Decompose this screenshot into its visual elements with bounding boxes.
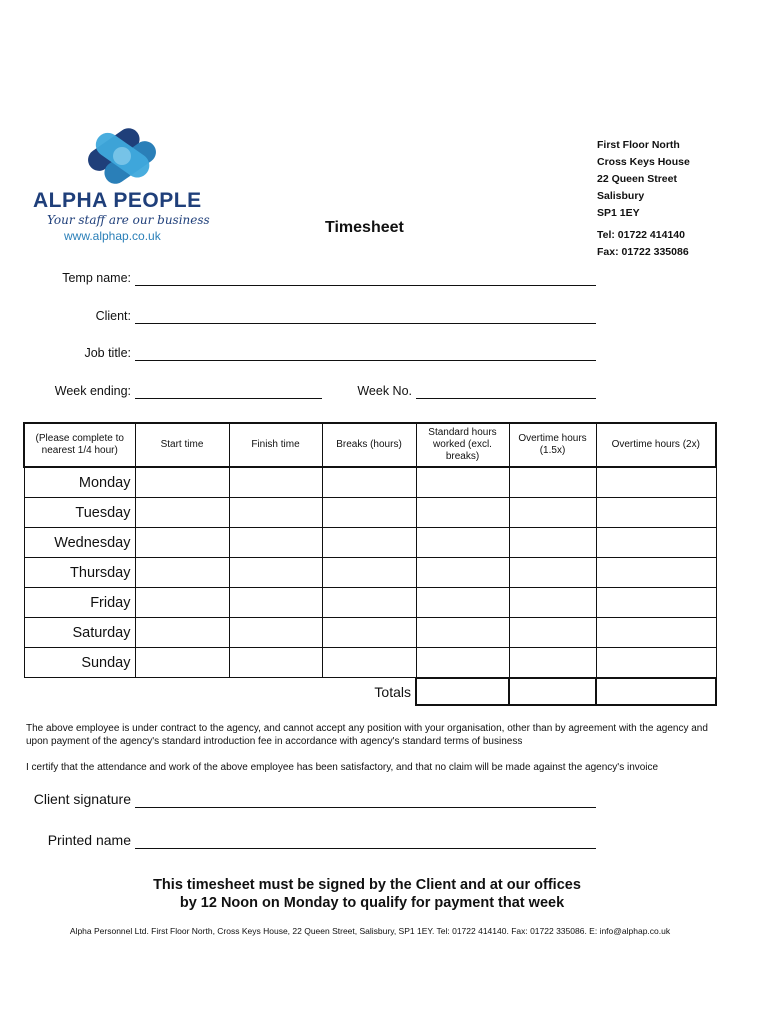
- fax: Fax: 01722 335086: [597, 246, 689, 258]
- notice-line-1: This timesheet must be signed by the Client and at our offices: [153, 877, 581, 893]
- start-time-cell[interactable]: [135, 618, 229, 648]
- client-label: Client:: [95, 309, 131, 323]
- week-no-label: Week No.: [357, 384, 412, 398]
- column-header: Start time: [135, 423, 229, 467]
- notice-line-2: by 12 Noon on Monday to qualify for payment that week: [179, 895, 565, 911]
- telephone: Tel: 01722 414140: [597, 229, 685, 241]
- overtime-2x-cell[interactable]: [596, 618, 716, 648]
- footer-contact: Alpha Personnel Ltd. First Floor North, Cross Keys House, 22 Queen Street, Salisbury, SP1 1EY. Tel: 01722 414140. Fax: 01722 335086. E: info@alphap.co.uk: [69, 926, 671, 936]
- overtime-2x-cell[interactable]: [596, 498, 716, 528]
- breaks-cell[interactable]: [322, 618, 416, 648]
- office-address: [597, 137, 690, 261]
- breaks-cell[interactable]: [322, 648, 416, 678]
- day-label: Sunday: [24, 648, 135, 678]
- start-time-cell[interactable]: [135, 467, 229, 498]
- overtime-1-5x-cell[interactable]: [509, 528, 596, 558]
- job-title-field[interactable]: [135, 360, 596, 361]
- breaks-cell[interactable]: [322, 467, 416, 498]
- brand-website: www.alphap.co.uk: [64, 229, 161, 243]
- overtime-2x-cell[interactable]: [596, 648, 716, 678]
- standard-hours-cell[interactable]: [416, 558, 509, 588]
- start-time-cell[interactable]: [135, 648, 229, 678]
- company-logo: [30, 125, 220, 250]
- totals-row: [24, 678, 716, 706]
- start-time-cell[interactable]: [135, 558, 229, 588]
- address-line: Salisbury: [597, 190, 645, 202]
- table-row: [24, 558, 716, 588]
- printed-name-field[interactable]: [135, 848, 596, 849]
- total-standard-hours-cell[interactable]: [416, 678, 509, 706]
- breaks-cell[interactable]: [322, 588, 416, 618]
- total-overtime-1-5x-cell[interactable]: [509, 678, 596, 706]
- standard-hours-cell[interactable]: [416, 588, 509, 618]
- breaks-cell[interactable]: [322, 498, 416, 528]
- overtime-2x-cell[interactable]: [596, 558, 716, 588]
- breaks-cell[interactable]: [322, 528, 416, 558]
- column-header: Breaks (hours): [322, 423, 416, 467]
- table-row: [24, 588, 716, 618]
- column-header: Overtime hours (1.5x): [509, 423, 596, 467]
- address-line: First Floor North: [597, 139, 680, 151]
- contract-statement: The above employee is under contract to the agency, and cannot accept any position with your organisation, other than by agreement with the agency and upon payment of the agency's standard introduction fee in accordance with agency's standard terms of business: [26, 723, 708, 747]
- column-header: Finish time: [229, 423, 322, 467]
- breaks-cell[interactable]: [322, 558, 416, 588]
- job-title-label: Job title:: [84, 346, 131, 360]
- table-row: [24, 498, 716, 528]
- timesheet-table: [23, 422, 717, 706]
- table-row: [24, 648, 716, 678]
- certify-statement: I certify that the attendance and work of the above employee has been satisfactory, and that no claim will be made against the agency's invoice: [26, 762, 659, 773]
- overtime-2x-cell[interactable]: [596, 588, 716, 618]
- finish-time-cell[interactable]: [229, 558, 322, 588]
- finish-time-cell[interactable]: [229, 498, 322, 528]
- overtime-1-5x-cell[interactable]: [509, 498, 596, 528]
- address-line: SP1 1EY: [597, 207, 640, 219]
- standard-hours-cell[interactable]: [416, 528, 509, 558]
- table-header-row: [24, 423, 716, 467]
- table-row: [24, 467, 716, 498]
- logo-mark-icon: [82, 125, 162, 187]
- overtime-1-5x-cell[interactable]: [509, 618, 596, 648]
- finish-time-cell[interactable]: [229, 648, 322, 678]
- standard-hours-cell[interactable]: [416, 498, 509, 528]
- address-line: Cross Keys House: [597, 156, 690, 168]
- brand-name: ALPHA PEOPLE: [33, 189, 202, 212]
- page-title: Timesheet: [325, 219, 404, 236]
- brand-tagline: Your staff are our business: [47, 213, 210, 227]
- standard-hours-cell[interactable]: [416, 618, 509, 648]
- column-header: (Please complete to nearest 1/4 hour): [24, 423, 135, 467]
- day-label: Wednesday: [24, 528, 135, 558]
- overtime-1-5x-cell[interactable]: [509, 467, 596, 498]
- start-time-cell[interactable]: [135, 498, 229, 528]
- table-row: [24, 528, 716, 558]
- temp-name-label: Temp name:: [62, 271, 131, 285]
- client-signature-field[interactable]: [135, 807, 596, 808]
- overtime-2x-cell[interactable]: [596, 467, 716, 498]
- standard-hours-cell[interactable]: [416, 467, 509, 498]
- finish-time-cell[interactable]: [229, 528, 322, 558]
- day-label: Monday: [24, 467, 135, 498]
- address-line: 22 Queen Street: [597, 173, 677, 185]
- finish-time-cell[interactable]: [229, 618, 322, 648]
- printed-name-label: Printed name: [47, 832, 131, 848]
- temp-name-field[interactable]: [135, 285, 596, 286]
- overtime-1-5x-cell[interactable]: [509, 648, 596, 678]
- overtime-1-5x-cell[interactable]: [509, 588, 596, 618]
- start-time-cell[interactable]: [135, 528, 229, 558]
- standard-hours-cell[interactable]: [416, 648, 509, 678]
- totals-label: Totals: [374, 683, 411, 700]
- column-header: Overtime hours (2x): [596, 423, 716, 467]
- client-field[interactable]: [135, 323, 596, 324]
- table-row: [24, 618, 716, 648]
- day-label: Thursday: [24, 558, 135, 588]
- start-time-cell[interactable]: [135, 588, 229, 618]
- total-overtime-2x-cell[interactable]: [596, 678, 716, 706]
- overtime-2x-cell[interactable]: [596, 528, 716, 558]
- client-signature-label: Client signature: [33, 791, 131, 807]
- day-label: Friday: [24, 588, 135, 618]
- overtime-1-5x-cell[interactable]: [509, 558, 596, 588]
- day-label: Tuesday: [24, 498, 135, 528]
- week-no-field[interactable]: [416, 398, 596, 399]
- finish-time-cell[interactable]: [229, 588, 322, 618]
- finish-time-cell[interactable]: [229, 467, 322, 498]
- week-ending-label: Week ending:: [54, 384, 131, 398]
- column-header: Standard hours worked (excl. breaks): [416, 423, 509, 467]
- day-label: Saturday: [24, 618, 135, 648]
- week-ending-field[interactable]: [135, 398, 322, 399]
